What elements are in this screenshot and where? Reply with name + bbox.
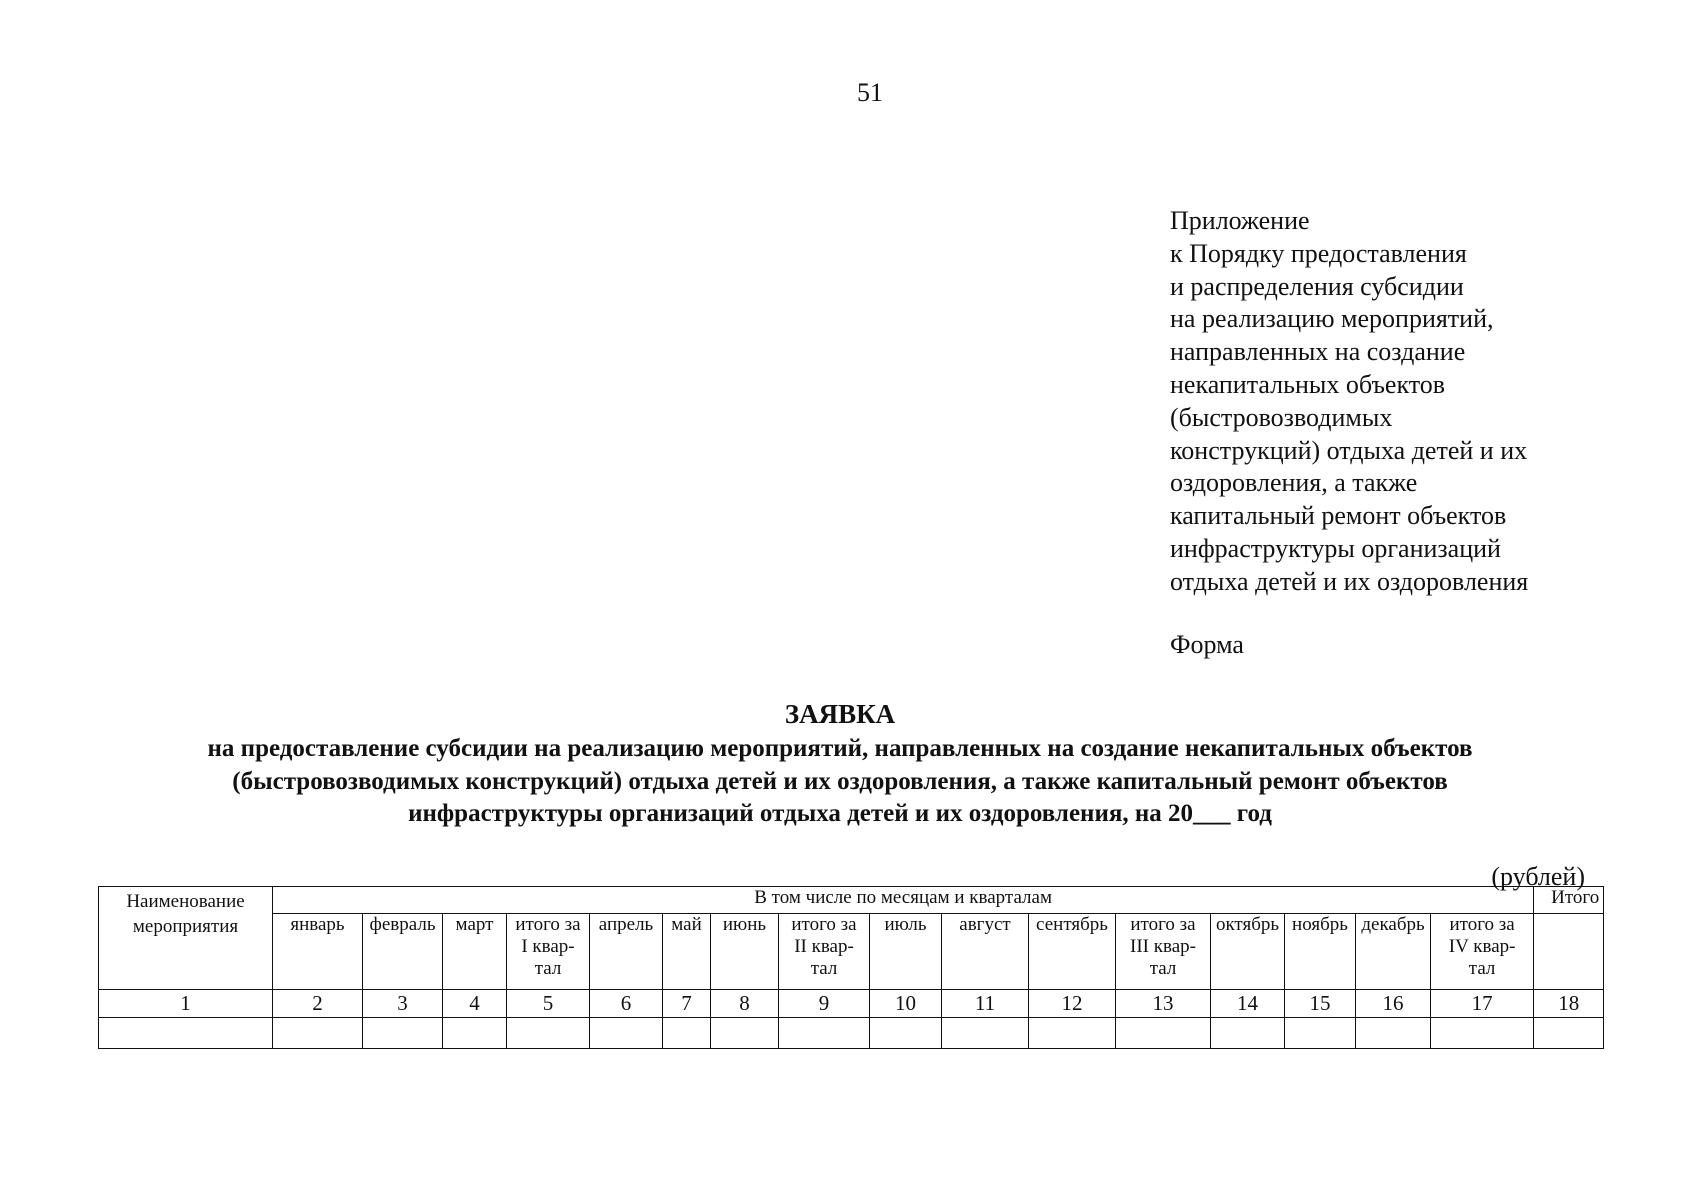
empty-cell (663, 1018, 711, 1049)
column-number: 3 (363, 990, 443, 1018)
empty-cell (1116, 1018, 1211, 1049)
subsidy-table (98, 886, 1604, 1049)
empty-cell (273, 1018, 363, 1049)
document-title (100, 697, 1580, 831)
column-number: 9 (779, 990, 870, 1018)
month-header: март (443, 914, 507, 990)
total-header: Итого (1534, 887, 1604, 914)
appendix-line: инфраструктуры организаций (1170, 533, 1501, 563)
appendix-line: капитальный ремонт объектов (1170, 501, 1507, 531)
col-name-header (99, 887, 273, 990)
column-number: 10 (870, 990, 942, 1018)
group-header: В том числе по месяцам и кварталам (273, 887, 1534, 914)
column-number: 16 (1356, 990, 1431, 1018)
title-line: инфраструктуры организаций отдыха детей и их оздоровления, на 20___ год (408, 800, 1272, 827)
column-number: 18 (1534, 990, 1604, 1018)
empty-cell (1534, 1018, 1604, 1049)
column-number: 6 (590, 990, 663, 1018)
column-number: 1 (99, 990, 273, 1018)
page-number: 51 (857, 78, 883, 107)
quarter-total-header: итого за III квар- тал (1116, 914, 1211, 990)
month-header: июль (870, 914, 942, 990)
appendix-line: и распределения субсидии (1170, 271, 1464, 301)
appendix-line: некапитальных объектов (1170, 369, 1446, 399)
empty-cell (870, 1018, 942, 1049)
column-number: 17 (1431, 990, 1534, 1018)
title-main: ЗАЯВКА (784, 699, 896, 729)
empty-cell (779, 1018, 870, 1049)
month-header: декабрь (1356, 914, 1431, 990)
empty-cell (1029, 1018, 1116, 1049)
col-name-header-text: Наименование мероприятия (126, 891, 245, 937)
month-header: ноябрь (1285, 914, 1356, 990)
month-header: январь (273, 914, 363, 990)
empty-cell (443, 1018, 507, 1049)
month-header: октябрь (1211, 914, 1285, 990)
title-line: (быстровозводимых конструкций) отдыха детей и их оздоровления, а также капитальный ремонт объектов (232, 767, 1448, 795)
appendix-line: Приложение (1170, 206, 1310, 235)
appendix-line: конструкций) отдыха детей и их (1170, 435, 1528, 465)
empty-cell (1285, 1018, 1356, 1049)
column-number: 8 (711, 990, 779, 1018)
empty-cell (942, 1018, 1029, 1049)
empty-cell (711, 1018, 779, 1049)
month-header: февраль (363, 914, 443, 990)
column-number: 5 (507, 990, 590, 1018)
column-number: 14 (1211, 990, 1285, 1018)
column-number: 2 (273, 990, 363, 1018)
column-number: 7 (663, 990, 711, 1018)
column-number: 12 (1029, 990, 1116, 1018)
empty-cell (590, 1018, 663, 1049)
form-label: Форма (1170, 630, 1244, 659)
column-number: 11 (942, 990, 1029, 1018)
column-number: 4 (443, 990, 507, 1018)
appendix-line: к Порядку предоставления (1170, 238, 1467, 268)
title-line: на предоставление субсидии на реализацию мероприятий, направленных на создание некапитальных объектов (207, 735, 1473, 762)
total-blank-header (1534, 914, 1604, 990)
month-header: август (942, 914, 1029, 990)
empty-cell (1356, 1018, 1431, 1049)
month-header: май (663, 914, 711, 990)
appendix-block (1170, 205, 1630, 599)
quarter-total-header: итого за IV квар- тал (1431, 914, 1534, 990)
empty-cell (99, 1018, 273, 1049)
empty-cell (1211, 1018, 1285, 1049)
month-header: июнь (711, 914, 779, 990)
quarter-total-header: итого за I квар- тал (507, 914, 590, 990)
appendix-line: оздоровления, а также (1170, 468, 1418, 498)
month-header: сентябрь (1029, 914, 1116, 990)
empty-cell (363, 1018, 443, 1049)
appendix-line: направленных на создание (1170, 337, 1466, 367)
month-header: апрель (590, 914, 663, 990)
appendix-line: (быстровозводимых (1170, 402, 1393, 432)
quarter-total-header: итого за II квар- тал (779, 914, 870, 990)
column-number: 13 (1116, 990, 1211, 1018)
empty-cell (507, 1018, 590, 1049)
column-number: 15 (1285, 990, 1356, 1018)
empty-cell (1431, 1018, 1534, 1049)
units-label: (рублей) (1491, 862, 1585, 891)
appendix-line: на реализацию мероприятий, (1170, 304, 1494, 334)
appendix-line: отдыха детей и их оздоровления (1170, 566, 1529, 596)
